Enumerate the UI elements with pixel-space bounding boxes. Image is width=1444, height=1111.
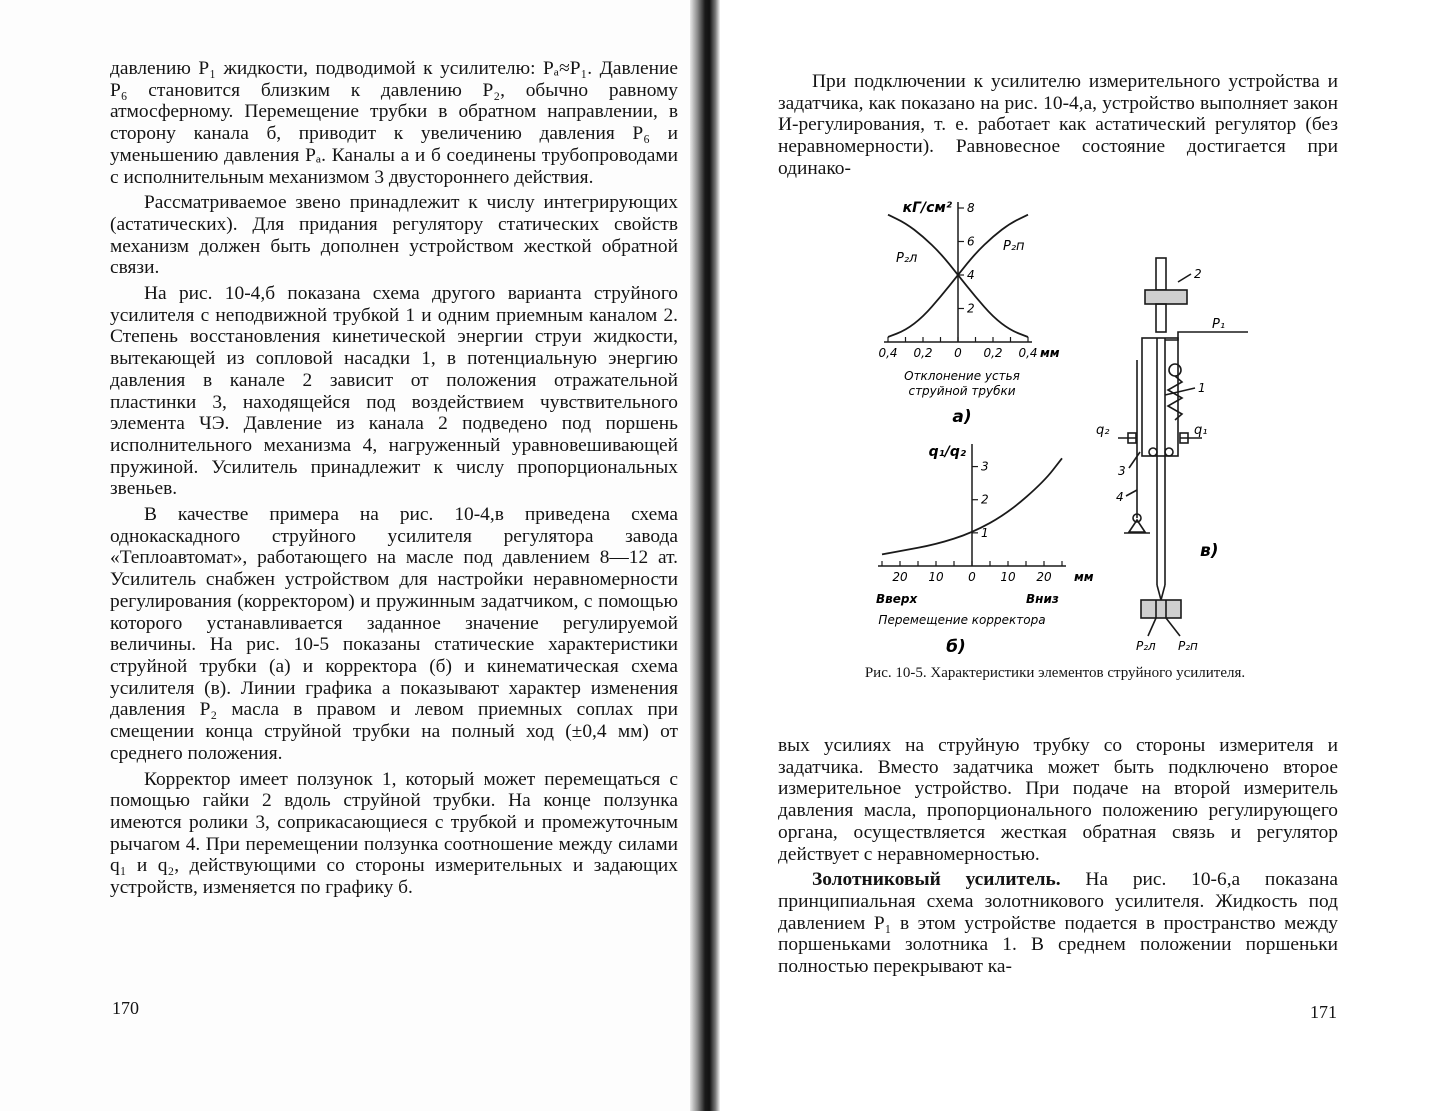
x-side-label-down: Вниз bbox=[1026, 592, 1059, 606]
right-paragraph-3 bbox=[778, 869, 1338, 978]
jet-nozzle bbox=[1157, 585, 1165, 600]
chart-b-corrector-characteristic bbox=[876, 444, 1094, 657]
y-tick-label: 1 bbox=[981, 525, 989, 540]
series-label: P₂п bbox=[1003, 239, 1025, 254]
left-page-text bbox=[110, 58, 678, 899]
left-paragraph-2: Рассматриваемое звено принадлежит к числу интегрирующих (астатических). Для придания регулятору статических свойств механизм должен быть дополнен устройством жесткой обратной связи. bbox=[110, 192, 678, 279]
page-number-left: 170 bbox=[112, 998, 139, 1018]
x-tick-label: 20 bbox=[1036, 570, 1052, 584]
spring bbox=[1168, 376, 1182, 420]
x-unit-label: мм bbox=[1040, 346, 1060, 360]
right-page-top-text bbox=[778, 71, 1338, 180]
diagram-c-amplifier-schematic bbox=[1096, 258, 1248, 653]
label-q2: q₂ bbox=[1096, 423, 1110, 438]
left-paragraph-4: В качестве примера на рис. 10-4,в приведена схема однокаскадного струйного усилителя регулятора завода «Теплоавтомат», работающего на масле под давлением 8—12 ат. Усилитель снабжен устройством для настройки неравномерности регулирования (корректором) и пружинным задатчиком, с помощью которого устанавливается заданное значение регулируемой величины. На рис. 10-5 показаны статические характеристики струйной трубки (а) и корректора (б) и кинематическая схема усилителя (в). Линии графика а показывают характер изменения давления P₂ масла в правом и левом приемных соплах при смещении конца струйной трубки на полный ход (±0,4 мм) от среднего положения. bbox=[110, 504, 678, 764]
label-p1: P₁ bbox=[1212, 317, 1226, 332]
right-paragraph-1: При подключении к усилителю измерительного устройства и задатчика, как показано на рис. 10-4,а, устройство выполняет закон И-регулирования, т. е. работает как астатический регулятор (без неравномерности). Равновесное состояние достигается при одинако- bbox=[778, 71, 1338, 179]
right-paragraph-2: вых усилиях на струйную трубку со стороны измерителя и задатчика. Вместо задатчика может быть подключено второе измерительное устройство. При подаче на второй измеритель давления масла, пропорционального положению регулирующего органа, осуществляется жесткая обратная связь и регулятор действует с неравномерностью. bbox=[778, 735, 1338, 865]
x-tick-label: 0,2 bbox=[983, 346, 1003, 360]
y-tick-label: 2 bbox=[967, 301, 975, 316]
label-q1: q₁ bbox=[1194, 423, 1208, 438]
x-side-label-up: Вверх bbox=[876, 592, 918, 606]
x-tick-label: 0,4 bbox=[878, 346, 898, 360]
label-p2l: P₂л bbox=[1136, 639, 1156, 653]
panel-label-b: б) bbox=[946, 637, 966, 657]
adjuster-rod-lower bbox=[1156, 304, 1166, 332]
y-axis-label: q₁/q₂ bbox=[928, 444, 966, 460]
p2l-leader bbox=[1148, 618, 1156, 636]
page-number-right: 171 bbox=[1310, 1002, 1337, 1022]
panel-label-c: в) bbox=[1200, 541, 1219, 561]
part-2-leader bbox=[1178, 274, 1191, 282]
panel-label-a: а) bbox=[952, 407, 972, 427]
figure-10-5 bbox=[860, 190, 1250, 660]
label-part-1: 1 bbox=[1198, 381, 1206, 395]
adjuster-rod bbox=[1156, 258, 1166, 290]
roller-right bbox=[1165, 448, 1173, 456]
heading-spool-amplifier: Золотниковый усилитель. bbox=[812, 869, 1061, 891]
x-tick-label: 0 bbox=[968, 570, 976, 584]
supply-line bbox=[1165, 332, 1248, 340]
part-3-leader bbox=[1129, 452, 1140, 468]
slider-1 bbox=[1142, 338, 1178, 456]
label-p2p: P₂п bbox=[1178, 639, 1198, 653]
y-tick-label: 6 bbox=[967, 234, 975, 249]
series-label: P₂л bbox=[896, 251, 918, 266]
roller-left bbox=[1149, 448, 1157, 456]
spring-eye bbox=[1169, 364, 1181, 376]
book-gutter bbox=[690, 0, 720, 1111]
figure-caption: Рис. 10-5. Характеристики элементов струйного усилителя. bbox=[864, 665, 1246, 681]
x-tick-label: 0,4 bbox=[1018, 346, 1038, 360]
receiver-block bbox=[1141, 600, 1181, 618]
x-tick-label: 10 bbox=[1000, 570, 1016, 584]
y-tick-label: 2 bbox=[981, 492, 989, 507]
x-axis-label: Перемещение корректора bbox=[878, 613, 1046, 627]
label-part-4: 4 bbox=[1116, 490, 1124, 504]
left-paragraph-3: На рис. 10-4,б показана схема другого варианта струйного усилителя с неподвижной трубкой 1 и одним приемным каналом 2. Степень восстановления кинетической энергии струи жидкости, вытекающей из сопловой насадки 1, в потенциальную энергию давления в канале 2 зависит от положения отражательной пластинки 3, находящейся под воздействием чувствительного элемента ЧЭ. Давление из канала 2 подведено под поршень исполнительного механизма 4, нагруженный уравновешивающей пружиной. Усилитель принадлежит к числу пропорциональных звеньев. bbox=[110, 283, 678, 500]
y-tick-label: 3 bbox=[981, 459, 989, 474]
nut-2 bbox=[1145, 290, 1187, 304]
part-4-leader bbox=[1126, 490, 1137, 496]
chart-a-jet-pipe-characteristic bbox=[878, 200, 1059, 427]
x-tick-label: 0 bbox=[954, 346, 962, 360]
x-axis-label: Отклонение устья bbox=[904, 369, 1020, 383]
y-axis-label: кГ/см² bbox=[902, 200, 952, 216]
left-paragraph-5: Корректор имеет ползунок 1, который может перемещаться с помощью гайки 2 вдоль струйной трубки. На конце ползунка имеются ролики 3, соприкасающиеся с трубкой и промежуточным рычагом 4. При перемещении ползунка соотношение между силами q₁ и q₂, действующими со стороны измерительных и задающих устройств, изменяется по графику б. bbox=[110, 768, 678, 899]
x-tick-label: 20 bbox=[892, 570, 908, 584]
label-part-3: 3 bbox=[1118, 464, 1126, 478]
right-paragraph-3-text: На рис. 10-6,а показана принципиальная схема золотникового усилителя. Жидкость под давлением P₁ в этом устройстве подается в пространство между поршеньками золотника 1. В среднем положении поршеньки полностью перекрывают ка- bbox=[778, 869, 1338, 978]
y-tick-label: 8 bbox=[967, 201, 975, 215]
x-unit-label: мм bbox=[1074, 570, 1094, 584]
y-tick-label: 4 bbox=[967, 268, 975, 282]
label-part-2: 2 bbox=[1194, 267, 1202, 281]
x-axis-label: струйной трубки bbox=[908, 384, 1016, 398]
left-paragraph-1: давлению P₁ жидкости, подводимой к усилителю: Pₐ≈P₁. Давление P₆ становится близким к давлению P₂, обычно равному атмосферному. Перемещение трубки в обратном направлении, в сторону канала б, приводит к увеличению давления P₆ и уменьшению давления Pₐ. Каналы а и б соединены трубопроводами с исполнительным механизмом 3 двустороннего действия. bbox=[110, 58, 678, 188]
x-tick-label: 10 bbox=[928, 570, 944, 584]
right-page-bottom-text bbox=[778, 735, 1338, 978]
p2p-leader bbox=[1166, 618, 1180, 636]
x-tick-label: 0,2 bbox=[913, 346, 933, 360]
